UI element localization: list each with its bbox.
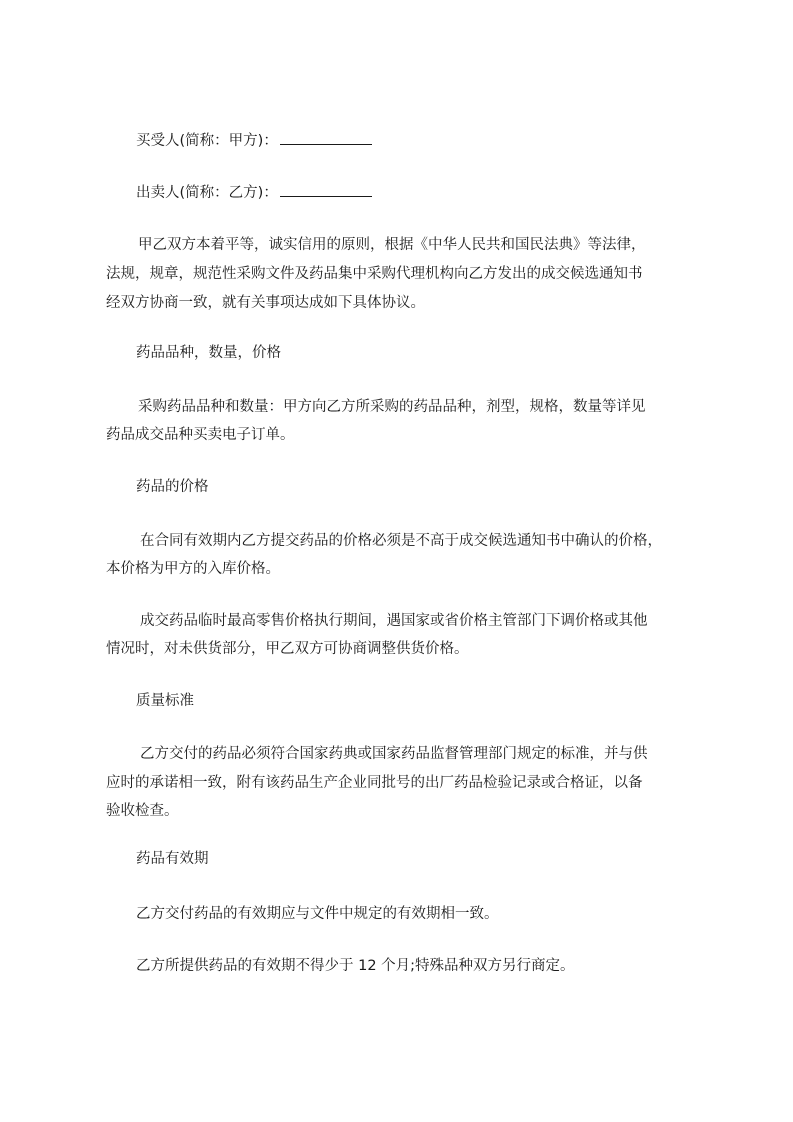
buyer-blank [280, 143, 372, 145]
section3-body-line-3: 验收检查。 [106, 803, 179, 819]
seller-blank [280, 195, 372, 197]
section1-body-line-1: 采购药品品种和数量：甲方向乙方所采购的药品品种，剂型，规格，数量等详见 [138, 399, 646, 415]
section2-body1-line-2: 本价格为甲方的入库价格。 [106, 561, 280, 577]
section4-heading: 药品有效期 [136, 851, 209, 867]
seller-label: 出卖人(简称：乙方)： [136, 185, 278, 201]
section4-body2: 乙方所提供药品的有效期不得少于 12 个月;特殊品种双方另行商定。 [136, 958, 575, 974]
section2-body1-line-1: 在合同有效期内乙方提交药品的价格必须是不高于成交候选通知书中确认的价格， [140, 533, 662, 549]
intro-line-3: 经双方协商一致，就有关事项达成如下具体协议。 [106, 295, 425, 311]
buyer-line [136, 128, 736, 155]
section3-body-line-1: 乙方交付的药品必须符合国家药典或国家药品监督管理部门规定的标准，并与供 [140, 746, 648, 762]
buyer-label: 买受人(简称：甲方)： [136, 133, 278, 149]
intro-line-2: 法规，规章，规范性采购文件及药品集中采购代理机构向乙方发出的成交候选通知书 [106, 266, 643, 282]
section2-heading: 药品的价格 [136, 479, 209, 495]
seller-line [136, 180, 736, 207]
section4-body1: 乙方交付药品的有效期应与文件中规定的有效期相一致。 [136, 906, 499, 922]
section3-heading: 质量标准 [136, 693, 194, 709]
section1-body-line-2: 药品成交品种买卖电子订单。 [106, 427, 295, 443]
section3-body-line-2: 应时的承诺相一致，附有该药品生产企业同批号的出厂药品检验记录或合格证，以备 [106, 775, 643, 791]
section1-heading: 药品品种，数量，价格 [136, 345, 281, 361]
intro-line-1: 甲乙双方本着平等，诚实信用的原则，根据《中华人民共和国民法典》等法律， [138, 237, 646, 253]
section2-body2-line-1: 成交药品临时最高零售价格执行期间，遇国家或省价格主管部门下调价格或其他 [140, 613, 648, 629]
section2-body2-line-2: 情况时，对未供货部分，甲乙双方可协商调整供货价格。 [106, 641, 469, 657]
